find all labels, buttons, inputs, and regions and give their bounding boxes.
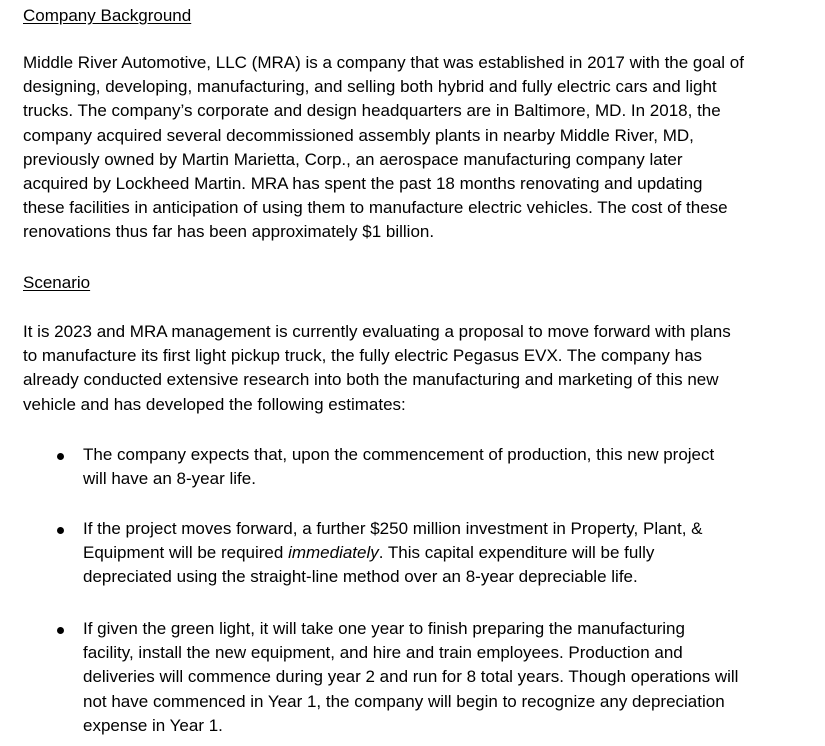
- bullet-line: If the project moves forward, a further $250 million investment in Property, Plant, &: [83, 519, 703, 538]
- paragraph-line: vehicle and has developed the following estimates:: [23, 394, 406, 414]
- paragraph-line: designing, developing, manufacturing, and selling both hybrid and fully electric cars and light: [23, 77, 717, 97]
- bullet-line: facility, install the new equipment, and hire and train employees. Production and: [83, 643, 683, 663]
- emphasis-text: immediately: [288, 543, 379, 563]
- bullet-dot-icon: [57, 453, 64, 460]
- bullet-dot-icon: [57, 527, 64, 534]
- paragraph-line: acquired by Lockheed Martin. MRA has spent the past 18 months renovating and updating: [23, 173, 703, 193]
- bullet-line-text: . This capital expenditure will be fully: [378, 543, 655, 563]
- paragraph-line: renovations thus far has been approximately $1 billion.: [23, 222, 435, 242]
- bullet-text: [83, 517, 823, 590]
- bullet-line: depreciated using the straight-line method over an 8-year depreciable life.: [83, 567, 638, 587]
- paragraph-line: previously owned by Martin Marietta, Corp., an aerospace manufacturing company later: [23, 149, 683, 169]
- paragraph-line: already conducted extensive research into both the manufacturing and marketing of this new: [23, 370, 719, 390]
- bullet-line: not have commenced in Year 1, the company will begin to recognize any depreciation: [83, 691, 725, 711]
- paragraph-line: these facilities in anticipation of using them to manufacture electric vehicles. The cost of these: [23, 198, 728, 218]
- paragraph-line: to manufacture its first light pickup truck, the fully electric Pegasus EVX. The company has: [23, 346, 703, 366]
- bullet-line: deliveries will commence during year 2 and run for 8 total years. Though operations will: [83, 667, 739, 687]
- bullet-line: [83, 541, 823, 565]
- paragraph-line: company acquired several decommissioned assembly plants in nearby Middle River, MD,: [23, 125, 694, 145]
- scenario-heading: Scenario: [23, 273, 91, 292]
- bullet-line: The company expects that, upon the commencement of production, this new project: [83, 445, 715, 464]
- paragraph-line: It is 2023 and MRA management is currently evaluating a proposal to move forward with plans: [23, 322, 731, 341]
- bullet-text: [83, 443, 823, 491]
- paragraph-line: trucks. The company’s corporate and design headquarters are in Baltimore, MD. In 2018, the: [23, 101, 721, 121]
- bullet-text: [83, 617, 823, 738]
- company-background-heading: Company Background: [23, 6, 192, 25]
- bullet-line: expense in Year 1.: [83, 715, 223, 735]
- company-background-paragraph: [23, 51, 818, 245]
- paragraph-line: Middle River Automotive, LLC (MRA) is a company that was established in 2017 with the goal of: [23, 53, 744, 72]
- bullet-line: If given the green light, it will take one year to finish preparing the manufacturing: [83, 619, 685, 638]
- bullet-line-text: Equipment will be required: [83, 543, 289, 563]
- scenario-paragraph: [23, 320, 818, 417]
- bullet-line: will have an 8-year life.: [83, 469, 256, 489]
- bullet-dot-icon: [57, 627, 64, 634]
